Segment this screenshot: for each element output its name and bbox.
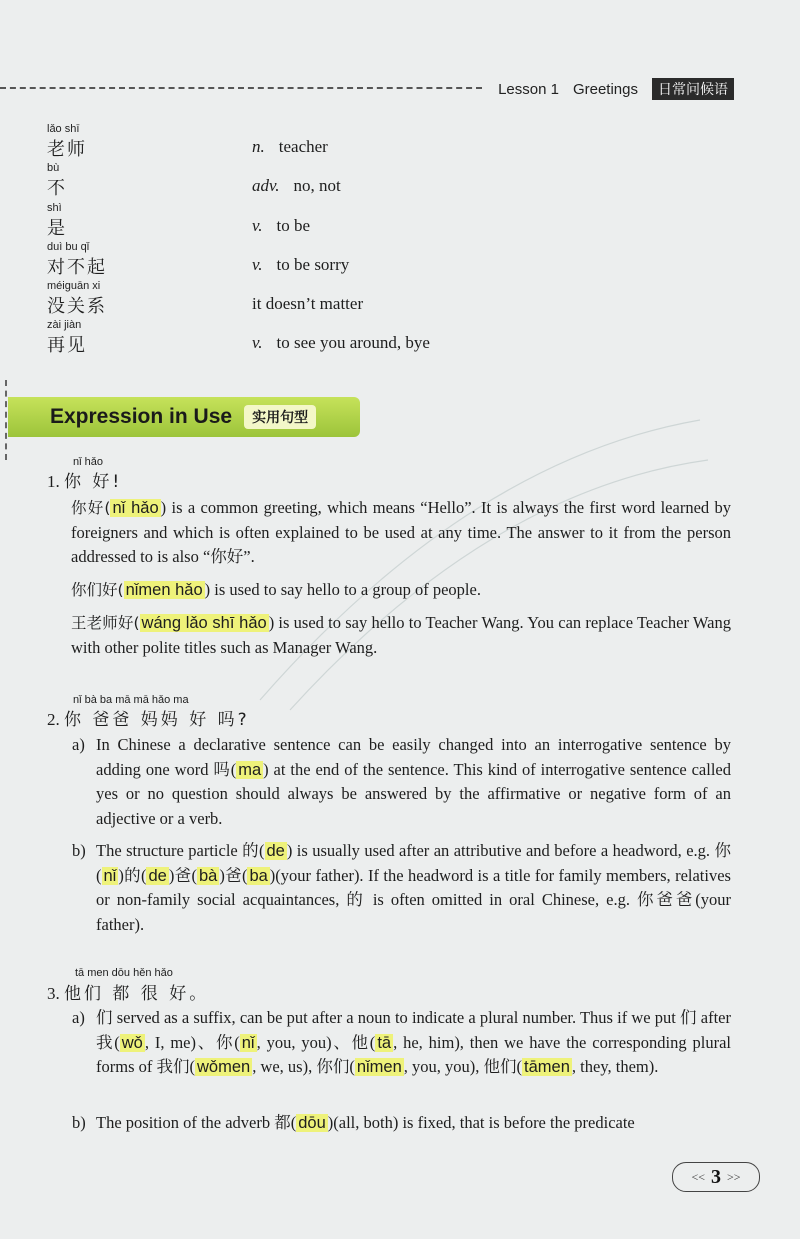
vocab-hanzi: 再见 [47,335,87,357]
text-run: ) is used to say hello to Teacher Wang. You can replace Teacher Wang with other polite titles such as Manager Wang. [71,613,731,657]
item1-hanzi: 你 好! [64,472,123,492]
vocab-definition [252,255,349,275]
vocab-pinyin: shì [47,201,62,214]
pinyin-highlight: nǐ hǎo [112,499,159,517]
vocab-pinyin: lǎo shī [47,123,80,135]
page-prev-marker: << [691,1169,705,1184]
vocab-hanzi: 对不起 [47,256,107,278]
vocab-pinyin: duì bu qǐ [47,240,90,253]
point-label: b) [72,841,86,860]
pinyin-highlight: wǒ [121,1033,143,1052]
point-body [96,733,731,831]
vocab-pos: n. [252,137,265,156]
text-run: , they, them). [571,1057,659,1076]
lesson-title: Greetings [572,80,638,98]
point-label: b) [72,1113,86,1132]
item2-point-b [72,839,731,937]
text-run: , he, him), then we have the corresponding plural forms of 我们( [96,1032,731,1076]
item3-point-a [72,1006,731,1080]
page-next-marker: >> [727,1169,741,1184]
item3-heading [47,979,209,1004]
pinyin-highlight: nǐmen hǎo [125,581,203,599]
page-number-value: 3 [711,1165,721,1188]
vocab-meaning: to be [276,215,311,235]
pinyin-highlight: tāmen [524,1058,570,1076]
item1-paragraph-1 [71,496,731,570]
vocab-definition [252,137,328,157]
vocab-pos: v. [252,254,263,274]
lesson-number: Lesson 1 [498,80,559,98]
text-run: ) is a common greeting, which means “Hello”. It is always the first word learned by foreigners and which is often explained to be used at any time. The answer to it from the person addressed to is also “你好”. [71,498,731,566]
pinyin-highlight: nǐmen [356,1058,402,1076]
text-run: 王老师好( [71,614,140,632]
item3-hanzi: 他们 都 很 好。 [64,984,210,1004]
header-divider [0,87,482,89]
point-body [96,839,731,937]
margin-dash [5,380,7,460]
pinyin-highlight: nǐ [103,866,117,885]
pinyin-highlight: nǐ [241,1033,255,1052]
vocab-definition [252,294,363,314]
text-run: In Chinese a declarative sentence can be easily changed into an interrogative sentence by adding one word 吗( [96,735,731,779]
text-run: The position of the adverb 都( [96,1113,297,1132]
vocab-pos: v. [252,215,263,235]
item2-heading [47,705,250,730]
vocab-definition [252,216,310,236]
pinyin-highlight: wáng lǎo shī hǎo [141,614,267,632]
vocab-pos: v. [252,333,263,353]
pinyin-highlight: de [266,842,285,860]
text-run: , you, you)、他( [256,1032,376,1052]
text-run: The structure particle 的( [96,841,265,860]
point-label: a) [72,735,85,754]
point-label: a) [72,1008,85,1027]
text-run: 你好( [71,499,111,517]
text-run: )(your father). If the headword is a title for family members, relatives or non-family social acquaintances, 的 is often omitted in oral Chinese, e.g. 你爸爸(your father). [96,865,731,934]
vocab-hanzi: 是 [47,217,67,239]
point-body [96,1111,731,1136]
vocab-pos: adv. [252,176,280,196]
vocab-hanzi: 老师 [47,139,87,160]
text-run: , I, me)、你( [144,1032,240,1052]
text-run: ) is usually used after an attributive and before a headword, e.g. 你( [96,841,731,885]
pinyin-highlight: wǒmen [196,1058,251,1076]
point-body [96,1006,731,1080]
pinyin-highlight: ma [238,760,262,779]
item1-pinyin: nǐ hǎo [73,456,103,468]
text-run: , we, us), 你们( [252,1057,355,1076]
vocab-hanzi: 没关系 [47,296,107,318]
text-run: )的( [118,865,147,885]
item3-pinyin: tā men dōu hěn hǎo [75,967,173,979]
text-run: 你们好( [71,581,124,599]
pinyin-highlight: tā [377,1033,392,1052]
text-run: ) is used to say hello to a group of people. [204,580,481,599]
lesson-title-cn: 日常问候语 [652,78,734,100]
text-run: )(all, both) is fixed, that is before the predicate [327,1113,635,1132]
vocab-meaning: teacher [278,137,328,156]
vocab-hanzi: 不 [47,178,67,200]
item2-hanzi: 你 爸爸 妈妈 好 吗? [64,710,250,730]
section-title: Expression in Use [50,405,233,428]
text-run: )爸( [168,865,197,885]
vocab-definition [252,333,430,353]
item1-paragraph-3 [71,611,731,660]
vocab-meaning: to see you around, bye [276,333,430,353]
item3-point-b [72,1111,731,1136]
page-number [672,1162,760,1192]
text-run: , you, you), 他们( [403,1057,523,1076]
vocab-meaning: to be sorry [276,254,350,274]
section-title-cn: 实用句型 [244,405,316,429]
vocab-meaning: no, not [293,176,341,196]
text-run: 们 served as a suffix, can be put after a noun to indicate a plural number. Thus if we put 们 after 我( [96,1008,731,1052]
running-header [498,78,734,100]
item1-paragraph-2 [71,578,731,603]
item2-point-a [72,733,731,831]
vocab-pinyin: méiguān xi [47,280,101,293]
section-banner [8,397,360,437]
text-run: ) at the end of the sentence. This kind of interrogative sentence called yes or no question should always be answered by the affirmative or negative form of an adjective or a verb. [96,759,731,828]
pinyin-highlight: dōu [298,1114,326,1132]
item3-number: 3. [47,984,60,1003]
pinyin-highlight: de [148,866,167,885]
item1-heading [47,467,122,492]
vocab-pinyin: bù [47,162,60,175]
pinyin-highlight: ba [249,866,268,885]
text-run: )爸( [219,865,248,885]
item2-number: 2. [47,710,60,729]
pinyin-highlight: bà [198,866,218,885]
vocab-definition [252,176,341,196]
item1-number: 1. [47,472,60,491]
item2-pinyin: nǐ bà ba mā mā hǎo ma [73,694,189,706]
vocab-meaning: it doesn’t matter [252,294,364,314]
vocab-pinyin: zài jiàn [47,319,82,332]
